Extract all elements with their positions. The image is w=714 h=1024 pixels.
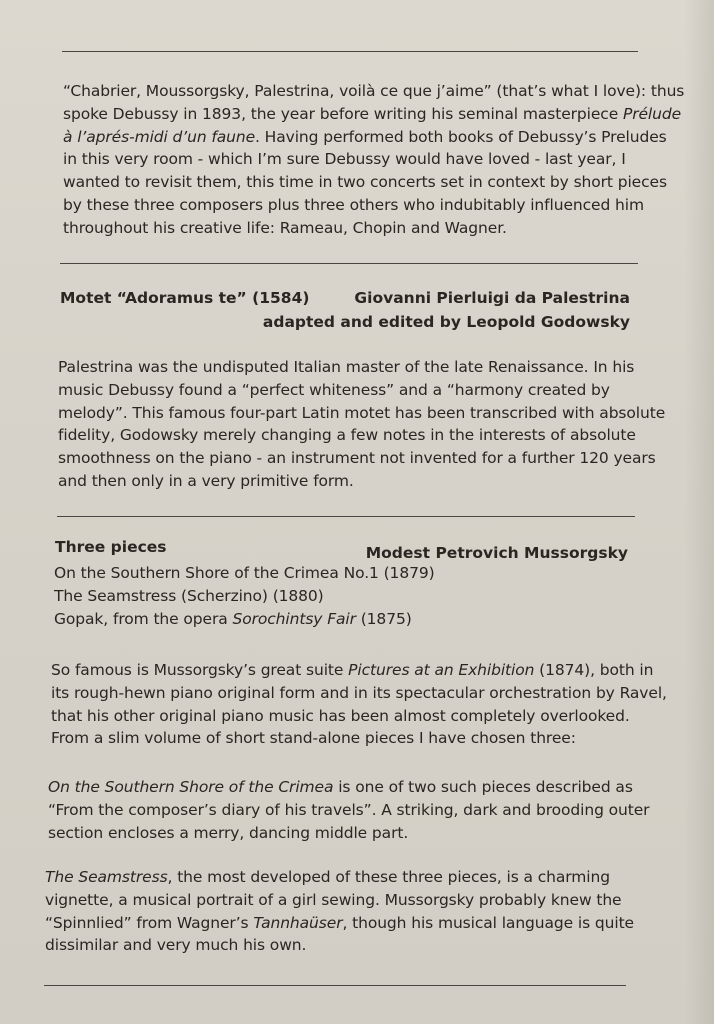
text-run: music Debussy found a “perfect whiteness” and a “harmony created by [58,380,610,399]
text-run: dissimilar and very much his own. [45,936,307,955]
divider-rule [57,516,635,517]
text-run: spoke Debussy in 1893, the year before writing his seminal masterpiece [63,104,623,123]
text-line [54,608,435,631]
text-run: . Having performed both books of Debussy’s Preludes [255,127,667,146]
text-run: So famous is Mussorgsky’s great suite [51,661,349,679]
text-line [63,194,684,217]
divider-rule [44,985,626,986]
mussorgsky-work-title: Three pieces [55,538,167,556]
palestrina-composer: Giovanni Pierluigi da Palestrina [354,289,630,307]
text-line [48,822,649,845]
text-run: “From the composer’s diary of his travels”. A striking, dark and brooding outer [48,800,650,819]
mussorgsky-paragraph-3 [45,866,634,957]
mussorgsky-pieces-list [54,562,435,630]
text-line [45,934,634,957]
text-line [63,126,684,149]
mussorgsky-paragraph-1 [51,659,667,750]
mussorgsky-composer: Modest Petrovich Mussorgsky [365,544,628,562]
text-line [45,912,634,935]
text-line [58,356,665,379]
text-run: smoothness on the piano - an instrument not invented for a further 120 years [58,449,656,468]
palestrina-paragraph [58,356,665,493]
text-line [45,889,634,912]
text-line [54,585,435,608]
palestrina-work-title: Motet “Adoramus te” (1584) [60,289,310,307]
palestrina-arranger: adapted and edited by Leopold Godowsky [262,313,630,331]
text-line [58,402,665,425]
divider-rule [60,263,638,264]
text-run: section encloses a merry, dancing middle part. [48,823,409,842]
divider-rule [62,51,638,52]
text-line [51,659,667,682]
text-line [48,776,649,799]
text-run: wanted to revisit them, this time in two concerts set in context by short pieces [63,173,667,192]
text-run: Gopak, from the opera [54,609,233,628]
text-run: “Spinnlied” from Wagner’s [45,913,254,932]
text-run: From a slim volume of short stand-alone pieces I have chosen three: [51,729,576,748]
text-run: by these three composers plus three others who indubitably influenced him [63,195,644,214]
text-line [58,470,665,493]
text-run: vignette, a musical portrait of a girl sewing. Mussorgsky probably knew the [45,890,622,909]
text-line [51,682,667,705]
italic-title: à l’aprés-midi d’un faune [63,127,256,146]
text-line [51,705,667,728]
text-run: melody”. This famous four-part Latin motet has been transcribed with absolute [58,403,666,422]
text-run: “Chabrier, Moussorgsky, Palestrina, voilà ce que j’aime” (that’s what I love): thus [63,82,685,100]
text-line [54,562,435,585]
intro-paragraph [63,80,684,240]
page-shadow [684,0,714,1024]
italic-title: Pictures at an Exhibition [348,661,535,679]
text-run: its rough-hewn piano original form and in its spectacular orchestration by Ravel, [51,683,667,702]
italic-title: Tannhaüser [253,913,343,932]
text-run: On the Southern Shore of the Crimea No.1 (1879) [54,564,435,582]
text-line [58,379,665,402]
italic-title: The Seamstress [45,868,168,886]
text-line [63,80,684,103]
text-line [63,217,684,240]
text-line [58,424,665,447]
text-run: fidelity, Godowsky merely changing a few notes in the interests of absolute [58,426,636,445]
text-run: , though his musical language is quite [342,913,634,932]
text-run: Palestrina was the undisputed Italian master of the late Renaissance. In his [58,358,635,376]
italic-title: Prélude [622,104,682,123]
text-line [63,103,684,126]
text-line [63,171,684,194]
mussorgsky-paragraph-2 [48,776,649,844]
italic-title: On the Southern Shore of the Crimea [48,778,334,796]
text-run: (1874), both in [534,661,654,679]
italic-title: Sorochintsy Fair [232,609,356,628]
text-run: that his other original piano music has been almost completely overlooked. [51,706,630,725]
text-line [51,727,667,750]
text-line [48,799,649,822]
text-run: is one of two such pieces described as [333,778,633,796]
text-run: , the most developed of these three pieces, is a charming [167,868,610,886]
text-line [63,148,684,171]
text-run: throughout his creative life: Rameau, Chopin and Wagner. [63,218,507,237]
text-run: and then only in a very primitive form. [58,471,354,490]
text-line [45,866,634,889]
text-run: (1875) [355,609,412,628]
text-run: The Seamstress (Scherzino) (1880) [54,586,324,605]
text-run: in this very room - which I’m sure Debussy would have loved - last year, I [63,150,626,169]
text-line [58,447,665,470]
